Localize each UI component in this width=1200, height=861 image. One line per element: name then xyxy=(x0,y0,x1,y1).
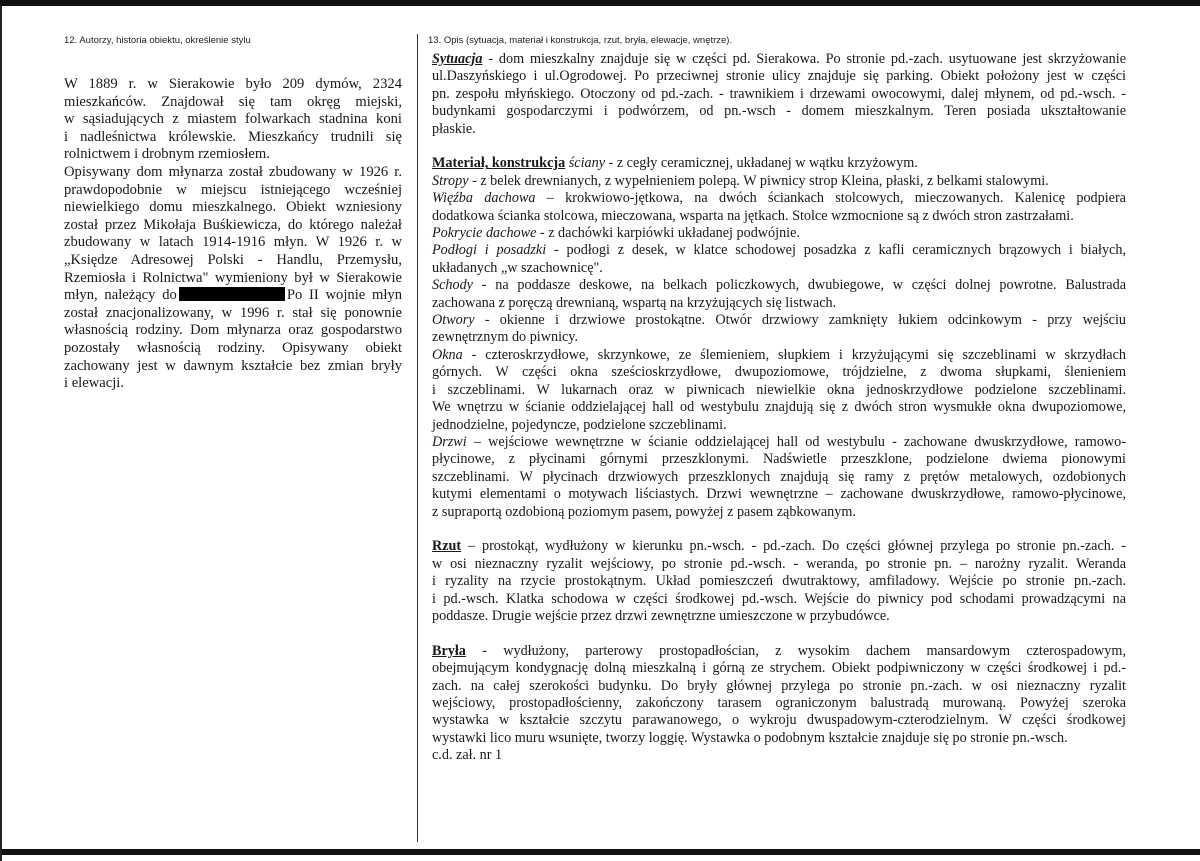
roofing-text: - z dachówki karpiówki układanej podwójnie. xyxy=(536,225,800,242)
windows-label: Okna xyxy=(432,346,463,363)
history-line: niewielkiego domu mieszkalnego. Obiekt wzniesiony xyxy=(64,199,402,216)
history-line: został znacjonalizowany, w 1996 r. stał się ponownie xyxy=(64,304,402,321)
massing-section xyxy=(432,643,1126,765)
openings-text: - okienne i drzwiowe prostokątne. Otwór drzwiowy zamknięty łukiem odcinkowym - przy wejściu xyxy=(474,312,1126,329)
plan-line: i pd.-wsch. Klatka schodowa w części środkowej pd.-wsch. Wejście do piwnicy pod schodami prowadzącymi na xyxy=(432,590,1126,607)
redaction-bar xyxy=(179,287,285,301)
continued-note: c.d. zał. nr 1 xyxy=(432,747,503,764)
roof-truss-line: dodatkowa ścianka stolcowa, mieczowana, wsparta na jętkach. Stolce wzmocnione są z dwóch stron zastrzałami. xyxy=(432,207,1074,224)
floors-line: układanych „w szachownicę". xyxy=(432,259,603,276)
material-section xyxy=(432,155,1126,521)
section-12-header: 12. Autorzy, historia obiektu, określenie stylu xyxy=(64,35,251,46)
massing-line: obejmującym kondygnację dolną mieszkalną i górną ze strychem. Obiekt podpiwniczony w części środkowej i pd.- xyxy=(432,660,1126,677)
doors-line: z supraportą ozdobioną poziomym pasem, powyżej z pasem ząbkowanym. xyxy=(432,503,856,520)
massing-line: zach. na całej szerokości budynku. Do bryły głównej przylega po stronie pn.-zach. w osi nieznaczny ryzalit xyxy=(432,677,1126,694)
roof-truss-label: Więźba dachowa xyxy=(432,190,536,207)
history-line: „Księdze Adresowej Polski - Handlu, Przemysłu, xyxy=(64,251,402,268)
history-column xyxy=(64,76,402,393)
history-line: prawdopodobnie w miejscu istniejącego wcześniej xyxy=(64,181,402,198)
doors-label: Drzwi xyxy=(432,433,467,450)
situation-line: płaskie. xyxy=(432,120,476,137)
massing-text: - wydłużony, parterowy prostopadłościan, z wysokim dachem mansardowym czterospadowym, xyxy=(465,642,1126,659)
stairs-label: Schody xyxy=(432,277,473,294)
windows-line: i szczeblinami. W lukarnach oraz w piwnicach niewielkie okna jednoskrzydłowe podzielone szczeblinami. xyxy=(432,381,1126,398)
history-line: rolnictwem i drobnym rzemiosłem. xyxy=(64,146,270,163)
column-divider xyxy=(417,34,418,842)
section-13-header: 13. Opis (sytuacja, materiał i konstrukcja, rzut, bryła, elewacje, wnętrze). xyxy=(428,35,733,46)
windows-line: górnych. W części okna sześcioskrzydłowe, dwupoziomowe, trójdzielne, z dwoma słupkami, ślenieniem xyxy=(432,364,1126,381)
roofing-label: Pokrycie dachowe xyxy=(432,225,537,242)
description-column xyxy=(432,51,1126,782)
situation-text: - dom mieszkalny znajduje się w części pd. Sierakowa. Po stronie pd.-zach. usytuowane jest skrzyżowanie xyxy=(482,51,1126,67)
text-before-redaction: młyn, należący do xyxy=(64,287,177,304)
situation-line: budynkami gospodarczymi i podwórzem, od pn.-wsch - domem mieszkalnym. Teren posiada ukształtowanie xyxy=(432,103,1126,120)
history-line: mieszkańców. Znajdował się tam okręg miejski, xyxy=(64,93,402,110)
stairs-line: zachowana z poręczą drewnianą, wspartą na krzyżujących się listwach. xyxy=(432,294,837,311)
history-line: zachowany jest w dawnym kształcie bez zmian bryły xyxy=(64,357,402,374)
walls-text: - z cegły ceramicznej, układanej w wątku krzyżowym. xyxy=(605,155,918,172)
doors-line: kutymi elementami o motywach liściastych. Drzwi wewnętrzne – zachowane dwuskrzydłowe, ramowo-płycinowe, xyxy=(432,486,1126,503)
material-heading: Materiał, konstrukcja xyxy=(432,155,566,172)
history-line: W 1889 r. w Sierakowie było 209 dymów, 2324 xyxy=(64,76,402,92)
situation-line: pn. zespołu młyńskiego. Otoczony od pd.-zach. - trawnikiem i drzewami owocowymi, dalej młynem, od pd.-wsch. - xyxy=(432,85,1126,102)
text-after-redaction: Po II wojnie młyn xyxy=(286,287,402,304)
history-line: własnością rodziny. Dom młynarza oraz gospodarstwo xyxy=(64,322,402,339)
plan-heading: Rzut xyxy=(432,538,462,555)
plan-line: w osi nieznaczny ryzalit wejściowy, po stronie pd.-wsch. - weranda, po stronie pn. – narożny ryzalit. Weranda xyxy=(432,555,1126,572)
history-line: w sąsiadujących z miastem folwarkach stadnina koni xyxy=(64,111,402,128)
doors-line: szczeblinami. W płycinach drzwiowych przeszklonych znajdują się ramy z prętów metalowych, ozdobionych xyxy=(432,468,1126,485)
openings-label: Otwory xyxy=(432,312,475,329)
situation-heading: Sytuacja xyxy=(432,51,483,67)
history-line: Rzemiosła i Rolnictwa" wymieniony był w Sierakowie xyxy=(64,269,402,286)
history-line: pozostały własnością rodziny. Opisywany obiekt xyxy=(64,339,402,356)
situation-section xyxy=(432,51,1126,138)
history-line: i nadleśnictwa królewskie. Mieszkańcy trudnili się xyxy=(64,128,402,145)
ceilings-text: - z belek drewnianych, z wypełnieniem polepą. W piwnicy strop Kleina, płaski, z belkami stalowymi. xyxy=(468,172,1049,189)
openings-line: zewnętrznym do piwnicy. xyxy=(432,329,579,346)
doors-line: płycinowe, z płycinami górnymi przeszklonymi. Nadświetle przeszklone, podzielone dwiema pionowymi xyxy=(432,451,1126,468)
situation-line: ul.Daszyńskiego i ul.Ogrodowej. Po przeciwnej stronie ulicy znajduje się parking. Obiekt położony jest w części xyxy=(432,68,1126,85)
windows-line: jednodzielne, pojedyncze, podzielone szczeblinami. xyxy=(432,416,727,433)
windows-text: - czteroskrzydłowe, skrzynkowe, ze ślemieniem, słupkiem i krzyżującymi się szczeblinami w skrzydłach xyxy=(462,346,1126,363)
massing-line: wystawka w kształcie szczytu parawanowego, o wykroju dwuspadowym-czterodzielnym. W części środkowej xyxy=(432,712,1126,729)
plan-line: i ryzality na rzycie prostokątnym. Układ pomieszczeń dwutraktowy, amfiladowy. Wejście po stronie pn.-zach. xyxy=(432,573,1126,590)
history-line: i elewacji. xyxy=(64,375,124,392)
history-line: Opisywany dom młynarza został zbudowany w 1926 r. xyxy=(64,163,402,180)
page-edge xyxy=(0,6,2,861)
doors-text: – wejściowe wewnętrzne w ścianie oddzielającej hall od westybulu - zachowane dwuskrzydłowe, ramowo- xyxy=(466,433,1126,450)
walls-label: ściany xyxy=(568,155,605,172)
plan-section xyxy=(432,538,1126,625)
stairs-text: - na poddasze deskowe, na belkach policzkowych, dwubiegowe, w części dolnej powrotne. Balustrada xyxy=(472,277,1126,294)
massing-line: wystawki lico muru wsunięte, tworzy loggię. Wystawka o podobnym kształcie znajduje się po stronie pn.-wsch. xyxy=(432,729,1068,746)
roof-truss-text: – krokwiowo-jętkowa, na dwóch ściankach stolcowych, mieczowanych. Kalenicę podpiera xyxy=(535,190,1126,207)
plan-text: – prostokąt, wydłużony w kierunku pn.-wsch. - pd.-zach. Do części głównej przylega po stronie pn.-zach. - xyxy=(461,538,1126,555)
plan-line: poddasze. Drugie wejście przez drzwi zewnętrzne umieszczone w przybudówce. xyxy=(432,607,890,624)
floors-label: Podłogi i posadzki xyxy=(432,242,547,259)
massing-heading: Bryła xyxy=(432,642,466,659)
history-line: zbudowany w latach 1914-1916 młyn. W 1926 r. w xyxy=(64,234,402,251)
windows-line: We wnętrzu w ścianie oddzielającej hall od westybulu znajdują się z dwóch stron wysmukłe okna dwupoziomowe, xyxy=(432,399,1126,416)
floors-text: - podłogi z desek, w klatce schodowej posadzka z kafli ceramicznych brązowych i białych, xyxy=(546,242,1126,259)
history-line-redacted xyxy=(64,287,402,305)
ceilings-label: Stropy xyxy=(432,172,469,189)
massing-line: wejściowy, prostopadłościenny, zakończony tarasem ograniczonym balustradą murowaną. Powyżej szeroka xyxy=(432,694,1126,711)
history-line: został przez Mikołaja Buśkiewicza, do którego należał xyxy=(64,216,402,233)
